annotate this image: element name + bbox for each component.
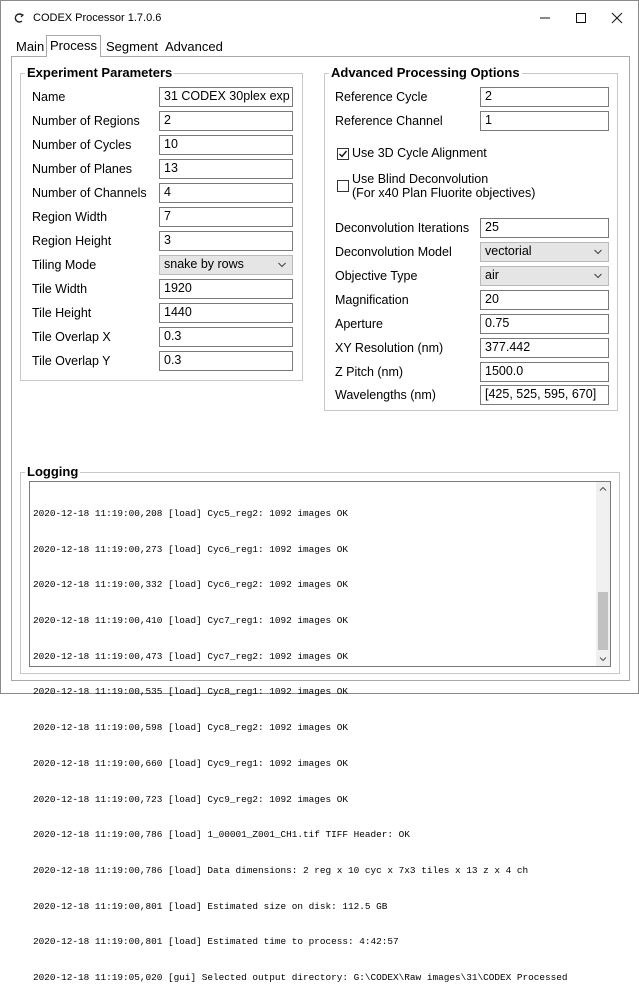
deconvolution-iterations-label: Deconvolution Iterations — [335, 221, 470, 235]
aperture-field[interactable]: 0.75 — [480, 314, 609, 334]
tile-width-field[interactable]: 1920 — [159, 279, 293, 299]
app-logo-icon — [13, 12, 25, 24]
title-bar[interactable] — [1, 1, 638, 35]
wavelengths-label: Wavelengths (nm) — [335, 388, 436, 402]
log-line: 2020-12-18 11:19:05,020 [gui] Selected output directory: G:\CODEX\Raw images\31\CODEX Processed — [33, 972, 568, 984]
region-height-label: Region Height — [32, 234, 112, 248]
deconvolution-model-value: vectorial — [485, 244, 532, 258]
tile-overlap-y-label: Tile Overlap Y — [32, 354, 111, 368]
use-3d-cycle-alignment-label[interactable]: Use 3D Cycle Alignment — [352, 146, 487, 160]
number-of-channels-field[interactable]: 4 — [159, 183, 293, 203]
tab-process[interactable]: Process — [46, 35, 101, 57]
deconvolution-model-dropdown[interactable] — [480, 242, 609, 262]
objective-type-dropdown[interactable] — [480, 266, 609, 286]
number-of-planes-field[interactable]: 13 — [159, 159, 293, 179]
log-line: 2020-12-18 11:19:00,801 [load] Estimated size on disk: 112.5 GB — [33, 900, 388, 912]
region-width-field[interactable]: 7 — [159, 207, 293, 227]
region-height-field[interactable]: 3 — [159, 231, 293, 251]
log-scrollbar[interactable] — [596, 482, 610, 666]
tile-overlap-x-field[interactable]: 0.3 — [159, 327, 293, 347]
region-width-label: Region Width — [32, 210, 108, 224]
checkmark-icon — [338, 149, 348, 159]
chevron-down-icon — [593, 271, 603, 281]
tab-main[interactable]: Main — [16, 39, 45, 54]
number-of-cycles-field[interactable]: 10 — [159, 135, 293, 155]
log-line: 2020-12-18 11:19:00,535 [load] Cyc8_reg1: 1092 images OK — [33, 686, 349, 698]
tile-height-label: Tile Height — [32, 306, 92, 320]
name-label: Name — [32, 90, 66, 104]
close-button[interactable] — [599, 1, 635, 35]
tab-segment[interactable]: Segment — [106, 39, 159, 54]
reference-channel-label: Reference Channel — [335, 114, 443, 128]
chevron-down-icon — [599, 655, 607, 663]
xy-resolution-label: XY Resolution (nm) — [335, 341, 444, 355]
tile-width-label: Tile Width — [32, 282, 88, 296]
number-of-regions-field[interactable]: 2 — [159, 111, 293, 131]
maximize-button[interactable] — [563, 1, 599, 35]
z-pitch-label: Z Pitch (nm) — [335, 365, 404, 379]
minimize-icon — [539, 12, 551, 24]
reference-channel-field[interactable]: 1 — [480, 111, 609, 131]
log-line: 2020-12-18 11:19:00,208 [load] Cyc5_reg2: 1092 images OK — [33, 507, 349, 519]
use-3d-cycle-alignment-checkbox[interactable] — [337, 148, 349, 160]
use-blind-deconvolution-checkbox[interactable] — [337, 180, 349, 192]
log-line: 2020-12-18 11:19:00,332 [load] Cyc6_reg2: 1092 images OK — [33, 579, 349, 591]
number-of-planes-label: Number of Planes — [32, 162, 133, 176]
objective-type-value: air — [485, 268, 499, 282]
minimize-button[interactable] — [527, 1, 563, 35]
logging-title: Logging — [27, 464, 79, 479]
close-icon — [611, 12, 623, 24]
use-blind-deconvolution-label[interactable]: Use Blind Deconvolution — [352, 172, 489, 186]
chevron-up-icon — [599, 485, 607, 493]
objective-type-label: Objective Type — [335, 269, 418, 283]
tile-height-field[interactable]: 1440 — [159, 303, 293, 323]
log-line: 2020-12-18 11:19:00,598 [load] Cyc8_reg2: 1092 images OK — [33, 722, 349, 734]
blind-deconvolution-note: (For x40 Plan Fluorite objectives) — [352, 186, 536, 200]
log-lines — [33, 484, 567, 1008]
advanced-processing-title: Advanced Processing Options — [331, 65, 520, 80]
name-field[interactable]: 31 CODEX 30plex exp — [159, 87, 293, 107]
log-line: 2020-12-18 11:19:00,723 [load] Cyc9_reg2: 1092 images OK — [33, 793, 349, 805]
tab-bar — [1, 35, 638, 57]
wavelengths-field[interactable]: [425, 525, 595, 670] — [480, 385, 609, 405]
tile-overlap-y-field[interactable]: 0.3 — [159, 351, 293, 371]
number-of-cycles-label: Number of Cycles — [32, 138, 132, 152]
z-pitch-field[interactable]: 1500.0 — [480, 362, 609, 382]
deconvolution-model-label: Deconvolution Model — [335, 245, 452, 259]
log-output[interactable] — [29, 481, 611, 984]
reference-cycle-field[interactable]: 2 — [480, 87, 609, 107]
maximize-icon — [575, 12, 587, 24]
log-line: 2020-12-18 11:19:00,273 [load] Cyc6_reg1: 1092 images OK — [33, 543, 349, 555]
reference-cycle-label: Reference Cycle — [335, 90, 428, 104]
magnification-field[interactable]: 20 — [480, 290, 609, 310]
log-line: 2020-12-18 11:19:00,473 [load] Cyc7_reg2: 1092 images OK — [33, 650, 349, 662]
number-of-regions-label: Number of Regions — [32, 114, 140, 128]
scroll-thumb[interactable] — [598, 592, 608, 650]
tile-overlap-x-label: Tile Overlap X — [32, 330, 111, 344]
aperture-label: Aperture — [335, 317, 383, 331]
tiling-mode-value: snake by rows — [164, 257, 244, 271]
log-line: 2020-12-18 11:19:00,786 [load] 1_00001_Z001_CH1.tif TIFF Header: OK — [33, 829, 410, 841]
tiling-mode-dropdown[interactable] — [159, 255, 293, 275]
log-line: 2020-12-18 11:19:00,786 [load] Data dimensions: 2 reg x 10 cyc x 7x3 tiles x 13 z x 4 ch — [33, 865, 529, 876]
chevron-down-icon — [277, 260, 287, 270]
tab-advanced[interactable]: Advanced — [165, 39, 223, 54]
window-title: CODEX Processor 1.7.0.6 — [33, 12, 162, 24]
chevron-down-icon — [593, 247, 603, 257]
log-line: 2020-12-18 11:19:00,410 [load] Cyc7_reg1: 1092 images OK — [33, 614, 349, 626]
log-line: 2020-12-18 11:19:00,801 [load] Estimated time to process: 4:42:57 — [33, 936, 399, 948]
magnification-label: Magnification — [335, 293, 409, 307]
scroll-down-button[interactable] — [596, 652, 610, 666]
number-of-channels-label: Number of Channels — [32, 186, 147, 200]
log-line: 2020-12-18 11:19:00,660 [load] Cyc9_reg1: 1092 images OK — [33, 757, 349, 769]
tiling-mode-label: Tiling Mode — [32, 258, 97, 272]
deconvolution-iterations-field[interactable]: 25 — [480, 218, 609, 238]
scroll-up-button[interactable] — [596, 482, 610, 496]
experiment-parameters-title: Experiment Parameters — [27, 65, 173, 80]
xy-resolution-field[interactable]: 377.442 — [480, 338, 609, 358]
